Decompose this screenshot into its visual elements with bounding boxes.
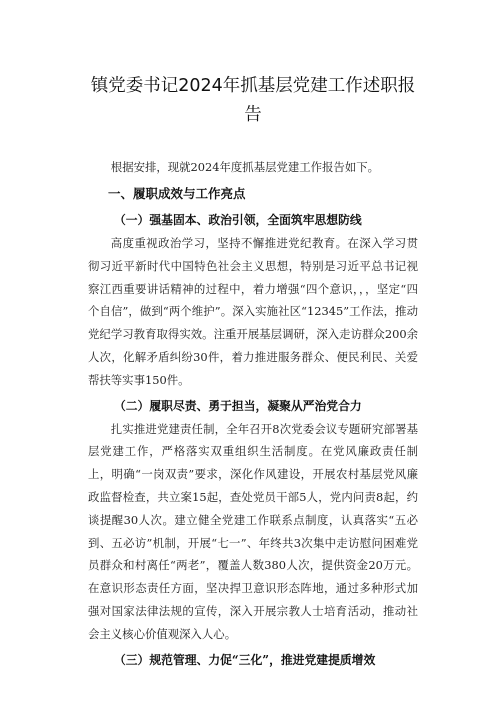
document-title-line-1: 镇党委书记2024年抓基层党建工作述职报 [90, 76, 416, 96]
intro-paragraph: 根据安排，现就2024年度抓基层党建工作报告如下。 [110, 160, 379, 174]
subsection-1-heading: （一）强基固本、政治引领，全面筑牢思想防线 [113, 213, 362, 227]
subsection-2-paragraph: 扎实推进党建责任制，全年召开8次党委会议专题研究部署基层党建工作，严格落实双重组织生活制度。在党风廉政责任制上，明确“一岗双责”要求，深化作风建设，开展农村基层党风廉政监督检查，共立案15起，查处党员干部5人，党内问责8起，约谈提醒30人次。建立健全党建工作联系点制度，认真落实“五必到、五必访”机制，开展“七一”、年终共3次集中走访慰问困难党员群众和村离任“两老”，覆盖人数380人次，提供资金20万元。在意识形态责任方面，坚决捍卫意识形态阵地，通过多种形式加强对国家法律法规的宣传，深入开展宗教人士培育活动，推动社会主义核心价值观深入人心。 [88, 421, 418, 641]
document-title [88, 72, 418, 130]
subsection-3-heading: （三）规范管理、力促“三化”，推进党建提质增效 [113, 652, 376, 667]
subsection-1-paragraph: 高度重视政治学习，坚持不懈推进党纪教育。在深入学习贯彻习近平新时代中国特色社会主义思想，特别是习近平总书记视察江西重要讲话精神的过程中，着力增强“四个意识，，，坚定“四个自信”，做到“两个维护”。深入实施社区“12345”工作法，推动党纪学习教育取得实效。注重开展基层调研，深入走访群众200余人次，化解矛盾纠纷30件，着力推进服务群众、便民利民、关爱帮扶等实事150件。 [88, 236, 418, 387]
document-title-line-2: 告 [244, 105, 262, 125]
section-1-heading: 一、履职成效与工作亮点 [108, 186, 246, 201]
subsection-2-heading: （二）履职尽责、勇于担当，凝聚从严治党合力 [113, 398, 362, 413]
